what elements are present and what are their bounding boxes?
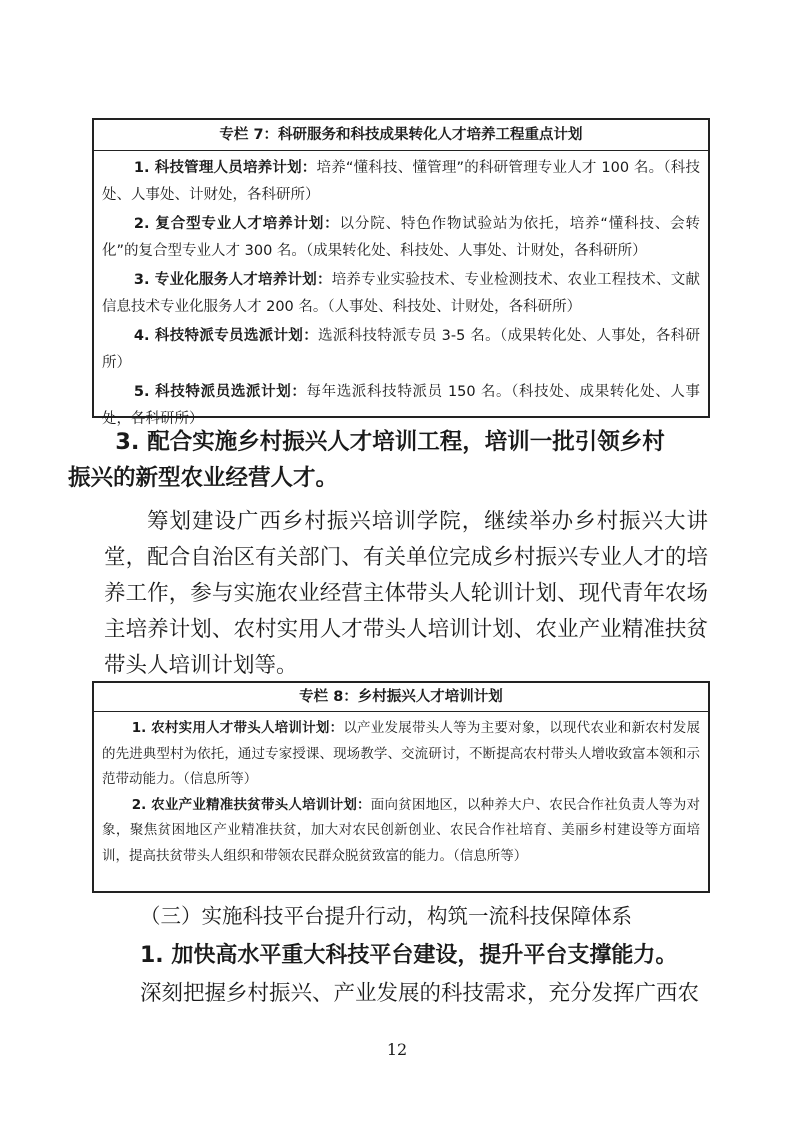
item-label: 2. 复合型专业人才培养计划： <box>133 216 340 232</box>
item-label: 5. 科技特派员选派计划： <box>133 384 307 400</box>
item-text: 培养专业实验技术、专业检测技术、农业工程技术、文献信息技术专业化服务人才 200 名。（人事处、科技处、计财处，各科研所） <box>102 272 700 315</box>
subsection-heading-1: 1. 加快高水平重大科技平台建设，提升平台支撑能力。 <box>140 943 678 968</box>
item-label: 4. 科技特派专员选派计划： <box>133 328 319 344</box>
column-7-item <box>102 323 700 377</box>
item-text: 选派科技特派专员 3-5 名。（成果转化处、人事处，各科研所） <box>102 328 700 371</box>
column-box-7-body <box>94 151 708 437</box>
section-title: （三）实施科技平台提升行动，构筑一流科技保障体系 <box>140 904 632 928</box>
item-text: 培养“懂科技、懂管理”的科研管理专业人才 100 名。（科技处、人事处、计财处，各科研所） <box>102 160 700 203</box>
column-7-item <box>102 211 700 265</box>
page-number: 12 <box>386 1040 408 1059</box>
column-7-item <box>102 267 700 321</box>
item-label: 1. 农村实用人才带头人培训计划： <box>131 720 344 736</box>
column-box-8-title: 专栏 8：乡村振兴人才培训计划 <box>94 683 708 712</box>
item-label: 2. 农业产业精准扶贫带头人培训计划： <box>131 796 371 813</box>
item-text: 面向贫困地区，以种养大户、农民合作社负责人等为对象，聚焦贫困地区产业精准扶贫，加大对农民创新创业、农民合作社培育、美丽乡村建设等方面培训，提高扶贫带头人组织和带领农民群众脱贫致富的能力。（信息所等） <box>102 796 701 864</box>
body-paragraph: 筹划建设广西乡村振兴培训学院，继续举办乡村振兴大讲堂，配合自治区有关部门、有关单位完成乡村振兴专业人才的培养工作，参与实施农业经营主体带头人轮训计划、现代青年农场主培养计划、农村实用人才带头人培训计划、农业产业精准扶贫带头人培训计划等。 <box>104 509 708 678</box>
column-box-8 <box>92 681 710 893</box>
body-paragraph: 深刻把握乡村振兴、产业发展的科技需求，充分发挥广西农 <box>140 981 700 1006</box>
column-box-7 <box>92 118 710 427</box>
item-label: 1. 科技管理人员培养计划： <box>133 160 317 176</box>
item-text: 以产业发展带头人等为主要对象，以现代农业和新农村发展的先进典型村为依托，通过专家授课、现场教学、交流研讨，不断提高农村带头人增收致富本领和示范带动能力。（信息所等） <box>102 720 701 787</box>
item-text: 每年选派科技特派员 150 名。（科技处、成果转化处、人事处，各科研所） <box>102 384 700 427</box>
column-box-7-title: 专栏 7：科研服务和科技成果转化人才培养工程重点计划 <box>94 120 708 151</box>
column-8-item <box>102 793 700 870</box>
item-label: 3. 专业化服务人才培养计划： <box>133 272 332 288</box>
column-7-item <box>102 155 700 209</box>
column-8-item <box>102 716 700 793</box>
column-box-8-body <box>94 712 708 871</box>
subsection-heading-3: 3. 配合实施乡村振兴人才培训工程，培训一批引领乡村振兴的新型农业经营人才。 <box>68 429 665 491</box>
item-text: 以分院、特色作物试验站为依托，培养“懂科技、会转化”的复合型专业人才 300 名。（成果转化处、科技处、人事处、计财处，各科研所） <box>102 216 700 259</box>
